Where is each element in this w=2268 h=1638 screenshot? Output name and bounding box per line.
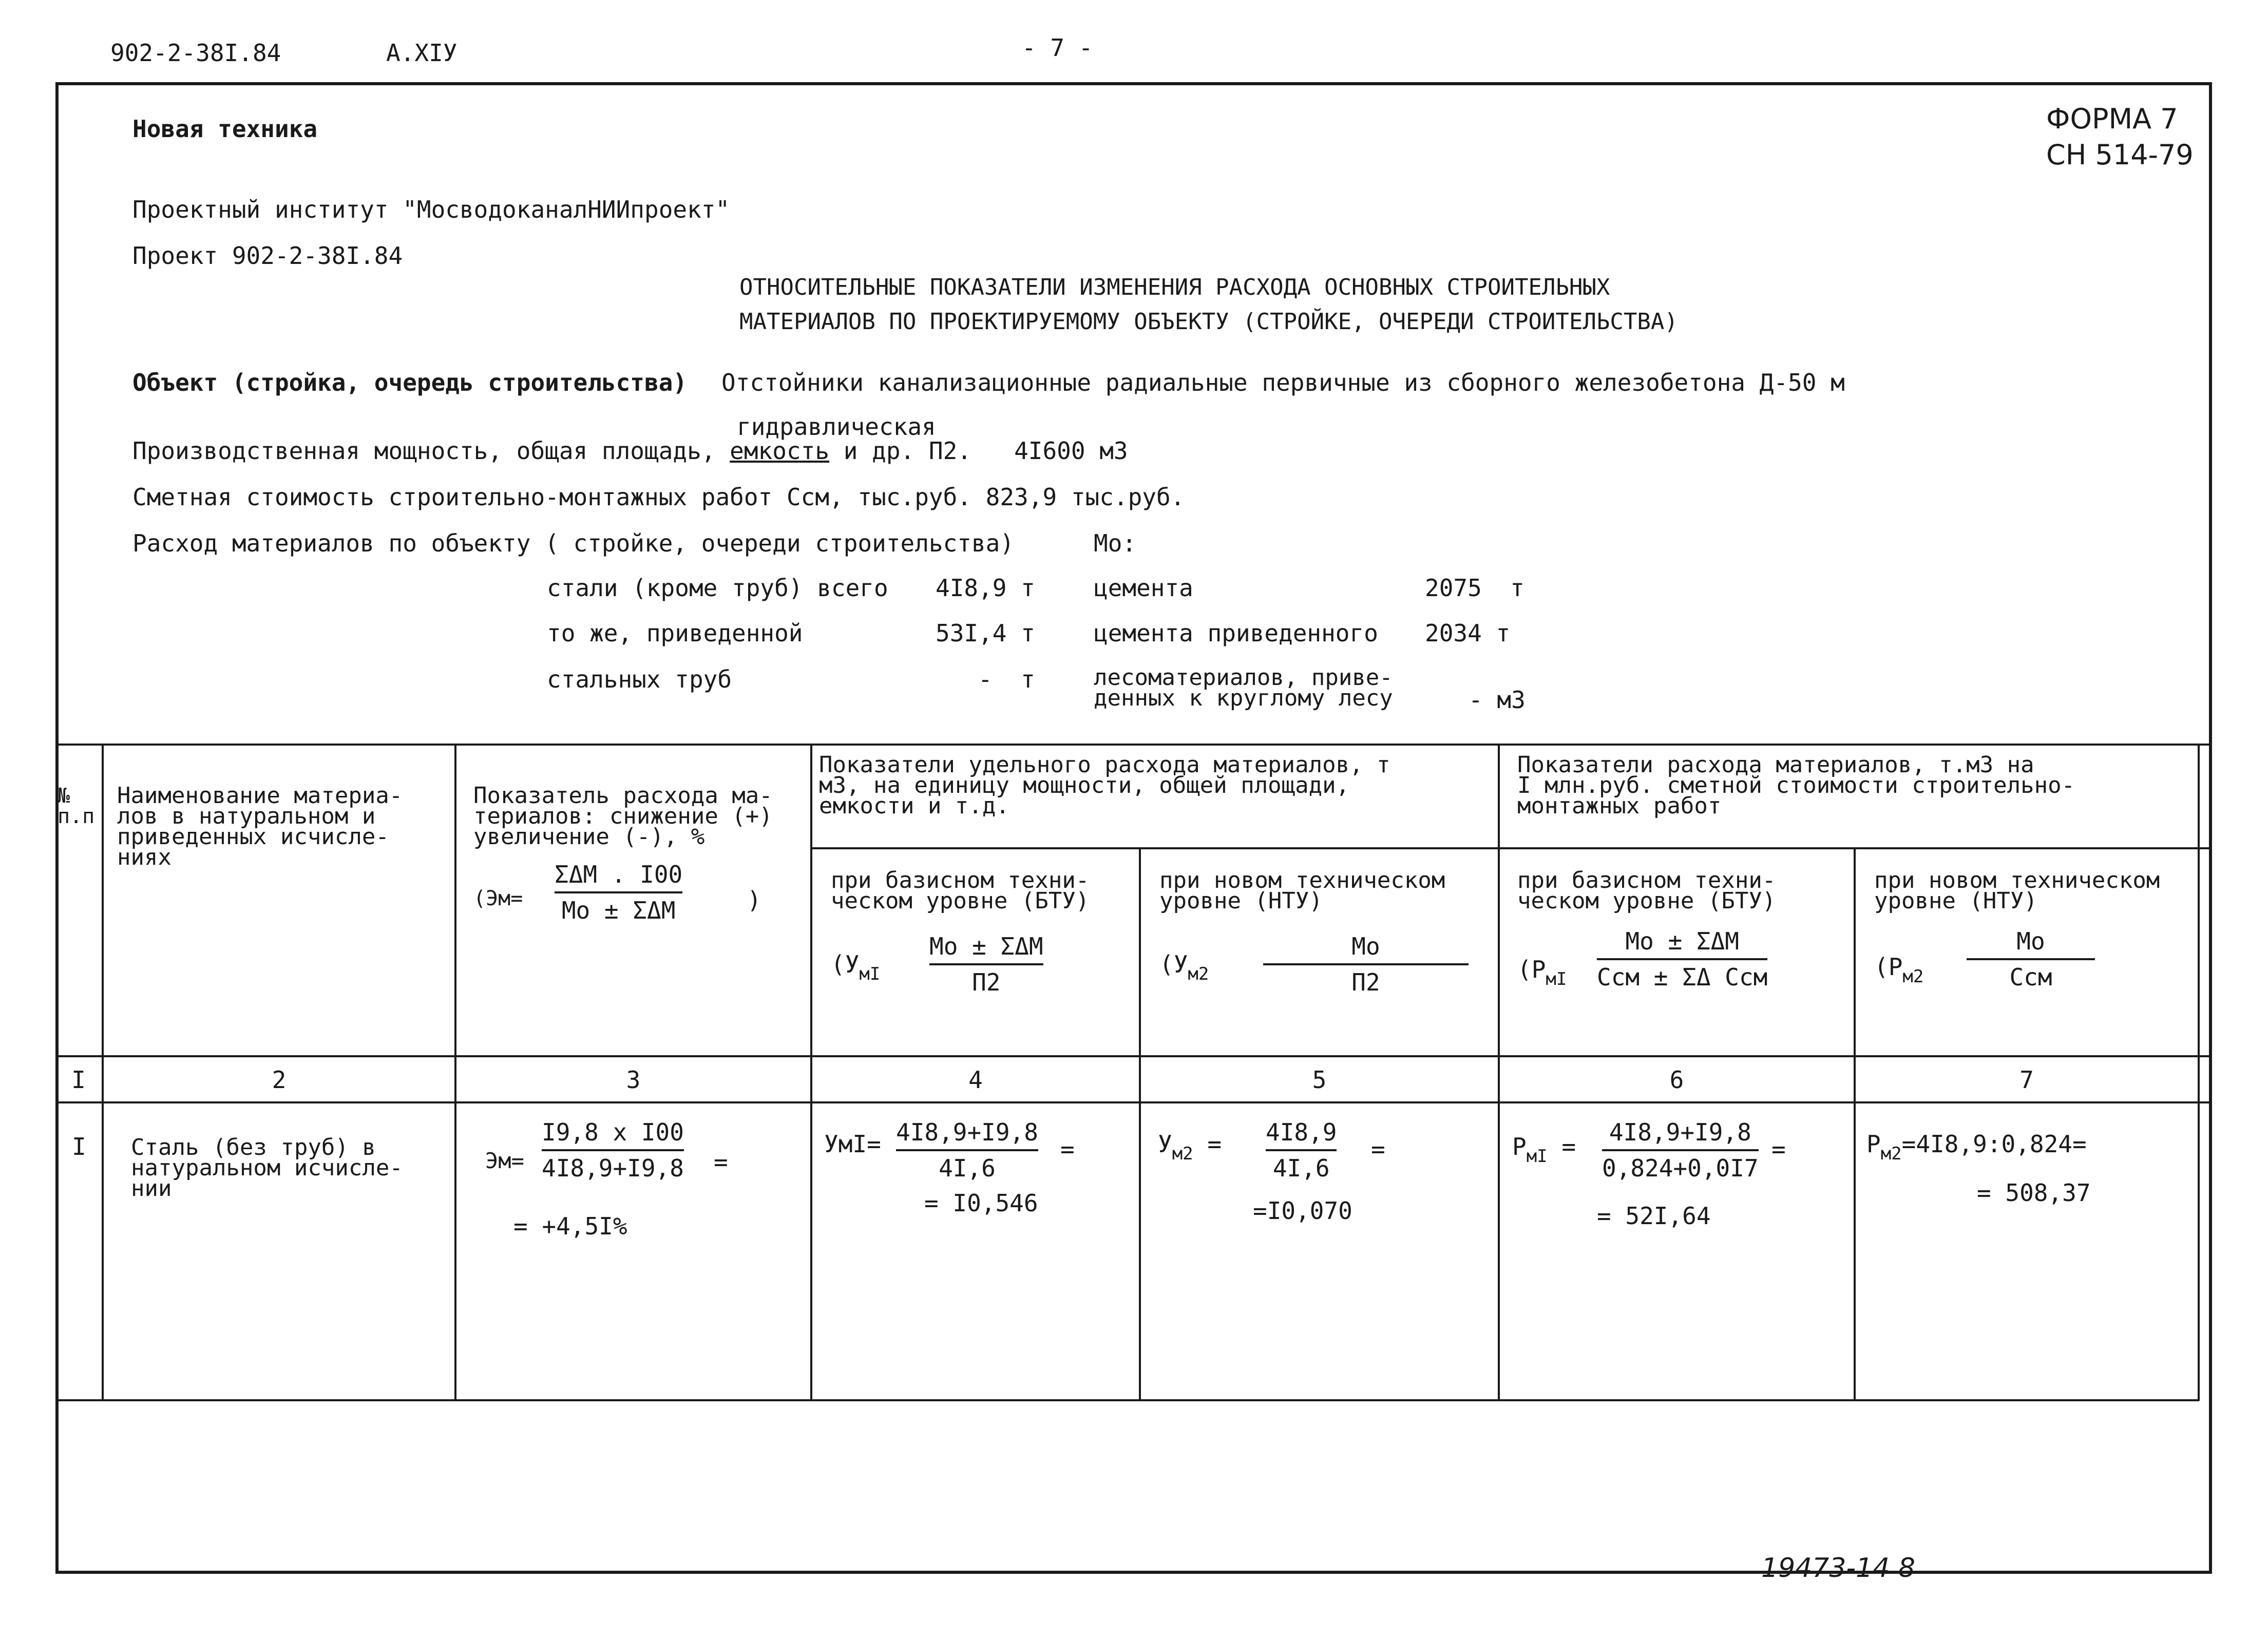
col-number-1: I — [71, 1066, 86, 1094]
header-consumption-per-million: Показатели расхода материалов, т.м3 на I млн.руб. сметной стоимости строительно- монтажных работ — [1517, 752, 2075, 819]
object-value: Отстойники канализационные радиальные первичные из сборного железобетона Д-50 м — [721, 369, 1845, 396]
fraction-bar — [1266, 1149, 1337, 1151]
subheader-line — [810, 847, 2212, 849]
col3-formula — [555, 863, 682, 922]
row1-c3-denominator: 4I8,9+I9,8 — [542, 1154, 684, 1182]
album-code: А.XIУ — [386, 39, 458, 67]
col4-formula-numerator: Мо ± ΣΔМ — [929, 932, 1043, 960]
col-number-5: 5 — [1312, 1066, 1327, 1094]
row1-c5-fraction — [1266, 1120, 1337, 1180]
col3-formula-prefix: (Эм= — [473, 887, 523, 910]
fraction-bar — [896, 1149, 1038, 1151]
timber-label: лесоматериалов, приве- денных к круглому лесу — [1094, 664, 1393, 711]
col6-formula-prefix: ($Р_{мI}$ — [1517, 956, 1567, 989]
capacity-note: гидравлическая — [737, 413, 936, 441]
steel-pipes-value: - т — [978, 665, 1035, 693]
col-divider-7 — [2198, 744, 2200, 1401]
header-col6: при базисном техни- ческом уровне (БТУ) — [1517, 867, 1776, 914]
cost-line: Сметная стоимость строительно-монтажных работ Ссм, тыс.руб. 823,9 тыс.руб. — [132, 483, 1185, 511]
col7-formula-denominator: Ссм — [2009, 963, 2052, 991]
timber-value: - м3 — [1469, 686, 1526, 714]
col6-formula-numerator: Мо ± ΣΔМ — [1625, 927, 1739, 955]
project-line: Проект 902-2-38I.84 — [132, 242, 403, 270]
row1-c6-equals: = — [1771, 1135, 1786, 1163]
row1-bottom-line — [55, 1399, 2199, 1401]
col5-formula-numerator: Мо — [1351, 932, 1380, 960]
institute-line: Проектный институт "МосводоканалНИИпроект" — [132, 196, 730, 223]
col-number-4: 4 — [968, 1066, 983, 1094]
row1-c4-equals: = — [1060, 1135, 1075, 1163]
header-col4: при базисном техни- ческом уровне (БТУ) — [831, 867, 1090, 914]
steel-value: 4I8,9 т — [936, 574, 1035, 602]
row1-c6-prefix: $Р_{мI}$ = — [1512, 1133, 1576, 1167]
row1-c4-result: = I0,546 — [924, 1189, 1038, 1217]
col-divider-4 — [1139, 847, 1141, 1401]
header-row-number: № п.п — [58, 784, 95, 828]
form-standard: СН 514-79 — [2046, 139, 2194, 171]
header-change-indicator: Показатель расхода ма- териалов: снижение (+) увеличение (-), % — [473, 783, 773, 850]
col7-formula-prefix: ($Р_{м2}$ — [1874, 953, 1924, 987]
document-title-line-1: ОТНОСИТЕЛЬНЫЕ ПОКАЗАТЕЛИ ИЗМЕНЕНИЯ РАСХОДА ОСНОВНЫХ СТРОИТЕЛЬНЫХ — [739, 274, 1610, 300]
col3-formula-suffix: ) — [747, 886, 761, 914]
row1-c5-denominator: 4I,6 — [1272, 1154, 1330, 1182]
row1-c5-result: =I0,070 — [1253, 1197, 1352, 1225]
row1-c5-prefix: $У_{м2}$ = — [1158, 1130, 1222, 1164]
col-number-3: 3 — [626, 1066, 641, 1094]
row1-c6-fraction — [1602, 1120, 1759, 1180]
header-bottom-line — [55, 1055, 2212, 1057]
row1-c4-fraction — [896, 1120, 1038, 1180]
cement-reduced-value: 2034 т — [1425, 619, 1511, 647]
row1-material-name: Сталь (без труб) в натуральном исчисле- нии — [131, 1134, 403, 1202]
row1-c4-denominator: 4I,6 — [939, 1154, 996, 1182]
doc-code: 902-2-38I.84 — [110, 39, 281, 67]
steel-label: стали (кроме труб) всего — [547, 574, 888, 602]
row1-c3-fraction — [542, 1120, 684, 1180]
col5-formula-denominator: П2 — [1351, 968, 1380, 996]
col7-formula-numerator: Мо — [2016, 927, 2045, 955]
header-col7: при новом техническом уровне (НТУ) — [1874, 867, 2160, 914]
col3-formula-numerator: ΣΔМ . I00 — [555, 861, 683, 888]
fraction-bar — [1602, 1149, 1759, 1151]
col4-formula-prefix: ($У_{мI}$ — [831, 950, 881, 984]
col4-formula-denominator: П2 — [972, 968, 1001, 996]
fraction-bar — [555, 891, 682, 893]
col-number-2: 2 — [272, 1066, 287, 1094]
row1-c6-result: = 52I,64 — [1597, 1202, 1711, 1230]
header-col5: при новом техническом уровне (НТУ) — [1159, 867, 1445, 914]
col6-formula-denominator: Ссм ± ΣΔ Ссм — [1597, 963, 1768, 991]
page-number: - 7 - — [1022, 34, 1093, 62]
capacity-label: Производственная мощность, общая площадь, — [132, 437, 716, 465]
steel-reduced-label: то же, приведенной — [547, 619, 803, 647]
table-top-line — [55, 744, 2212, 746]
document-title-line-2: МАТЕРИАЛОВ ПО ПРОЕКТИРУЕМОМУ ОБЪЕКТУ (СТРОЙКЕ, ОЧЕРЕДИ СТРОИТЕЛЬСТВА) — [739, 309, 1678, 335]
col7-formula — [1967, 929, 2095, 989]
row1-c3-numerator: I9,8 x I00 — [542, 1118, 684, 1146]
row1-c4-prefix: УмI= — [824, 1130, 881, 1158]
col-number-line — [55, 1101, 2212, 1103]
capacity-word: емкость — [730, 437, 830, 465]
col4-formula — [929, 932, 1043, 996]
fraction-bar — [542, 1149, 684, 1151]
cement-reduced-label: цемента приведенного — [1094, 619, 1378, 647]
row1-c5-numerator: 4I8,9 — [1266, 1118, 1337, 1146]
fraction-bar — [1263, 963, 1469, 965]
col5-formula-prefix: ($У_{м2}$ — [1159, 950, 1209, 984]
row1-number: I — [72, 1133, 86, 1160]
col5-formula — [1263, 932, 1469, 996]
archive-stamp: 19473-14 8 — [1761, 1553, 1915, 1584]
row1-c6-denominator: 0,824+0,0I7 — [1602, 1154, 1759, 1182]
form-number: ФОРМА 7 — [2046, 103, 2178, 135]
row1-c3-prefix: Эм= — [485, 1148, 524, 1173]
col-number-7: 7 — [2019, 1066, 2034, 1094]
capacity-line — [132, 439, 1128, 463]
object-label: Объект (стройка, очередь строительства) — [132, 369, 688, 396]
steel-pipes-label: стальных труб — [547, 665, 732, 693]
col6-formula — [1597, 929, 1767, 989]
fraction-bar — [1597, 958, 1767, 960]
fraction-bar — [1967, 958, 2095, 960]
capacity-value: и др. П2. 4I600 м3 — [829, 437, 1128, 465]
col-divider-6 — [1854, 847, 1856, 1401]
mo-label: Мо: — [1094, 529, 1137, 557]
header-material-name: Наименование материа- лов в натуральном и приведенных исчисле- ниях — [117, 783, 403, 870]
header-specific-consumption: Показатели удельного расхода материалов, т м3, на единицу мощности, общей площади, емкости и т.д. — [819, 752, 1390, 819]
new-tech-label: Новая техника — [132, 115, 318, 143]
col3-formula-denominator: Мо ± ΣΔМ — [561, 897, 676, 924]
fraction-bar — [929, 963, 1043, 965]
row1-c6-numerator: 4I8,9+I9,8 — [1609, 1118, 1751, 1146]
row1-c7-result: = 508,37 — [1977, 1179, 2091, 1207]
cement-label: цемента — [1094, 574, 1193, 602]
row1-c4-numerator: 4I8,9+I9,8 — [896, 1118, 1038, 1146]
row1-c7-expression: $Р_{м2}=4I8,9:0,824=$ — [1866, 1130, 2087, 1164]
row1-c3-equals: = — [714, 1148, 728, 1176]
row1-c3-result: = +4,5I% — [513, 1212, 627, 1240]
col-number-6: 6 — [1669, 1066, 1684, 1094]
row1-c5-equals: = — [1371, 1135, 1385, 1163]
cement-value: 2075 т — [1425, 574, 1524, 602]
steel-reduced-value: 53I,4 т — [936, 619, 1035, 647]
materials-label: Расход материалов по объекту ( стройке, очереди строительства) — [132, 529, 1015, 557]
